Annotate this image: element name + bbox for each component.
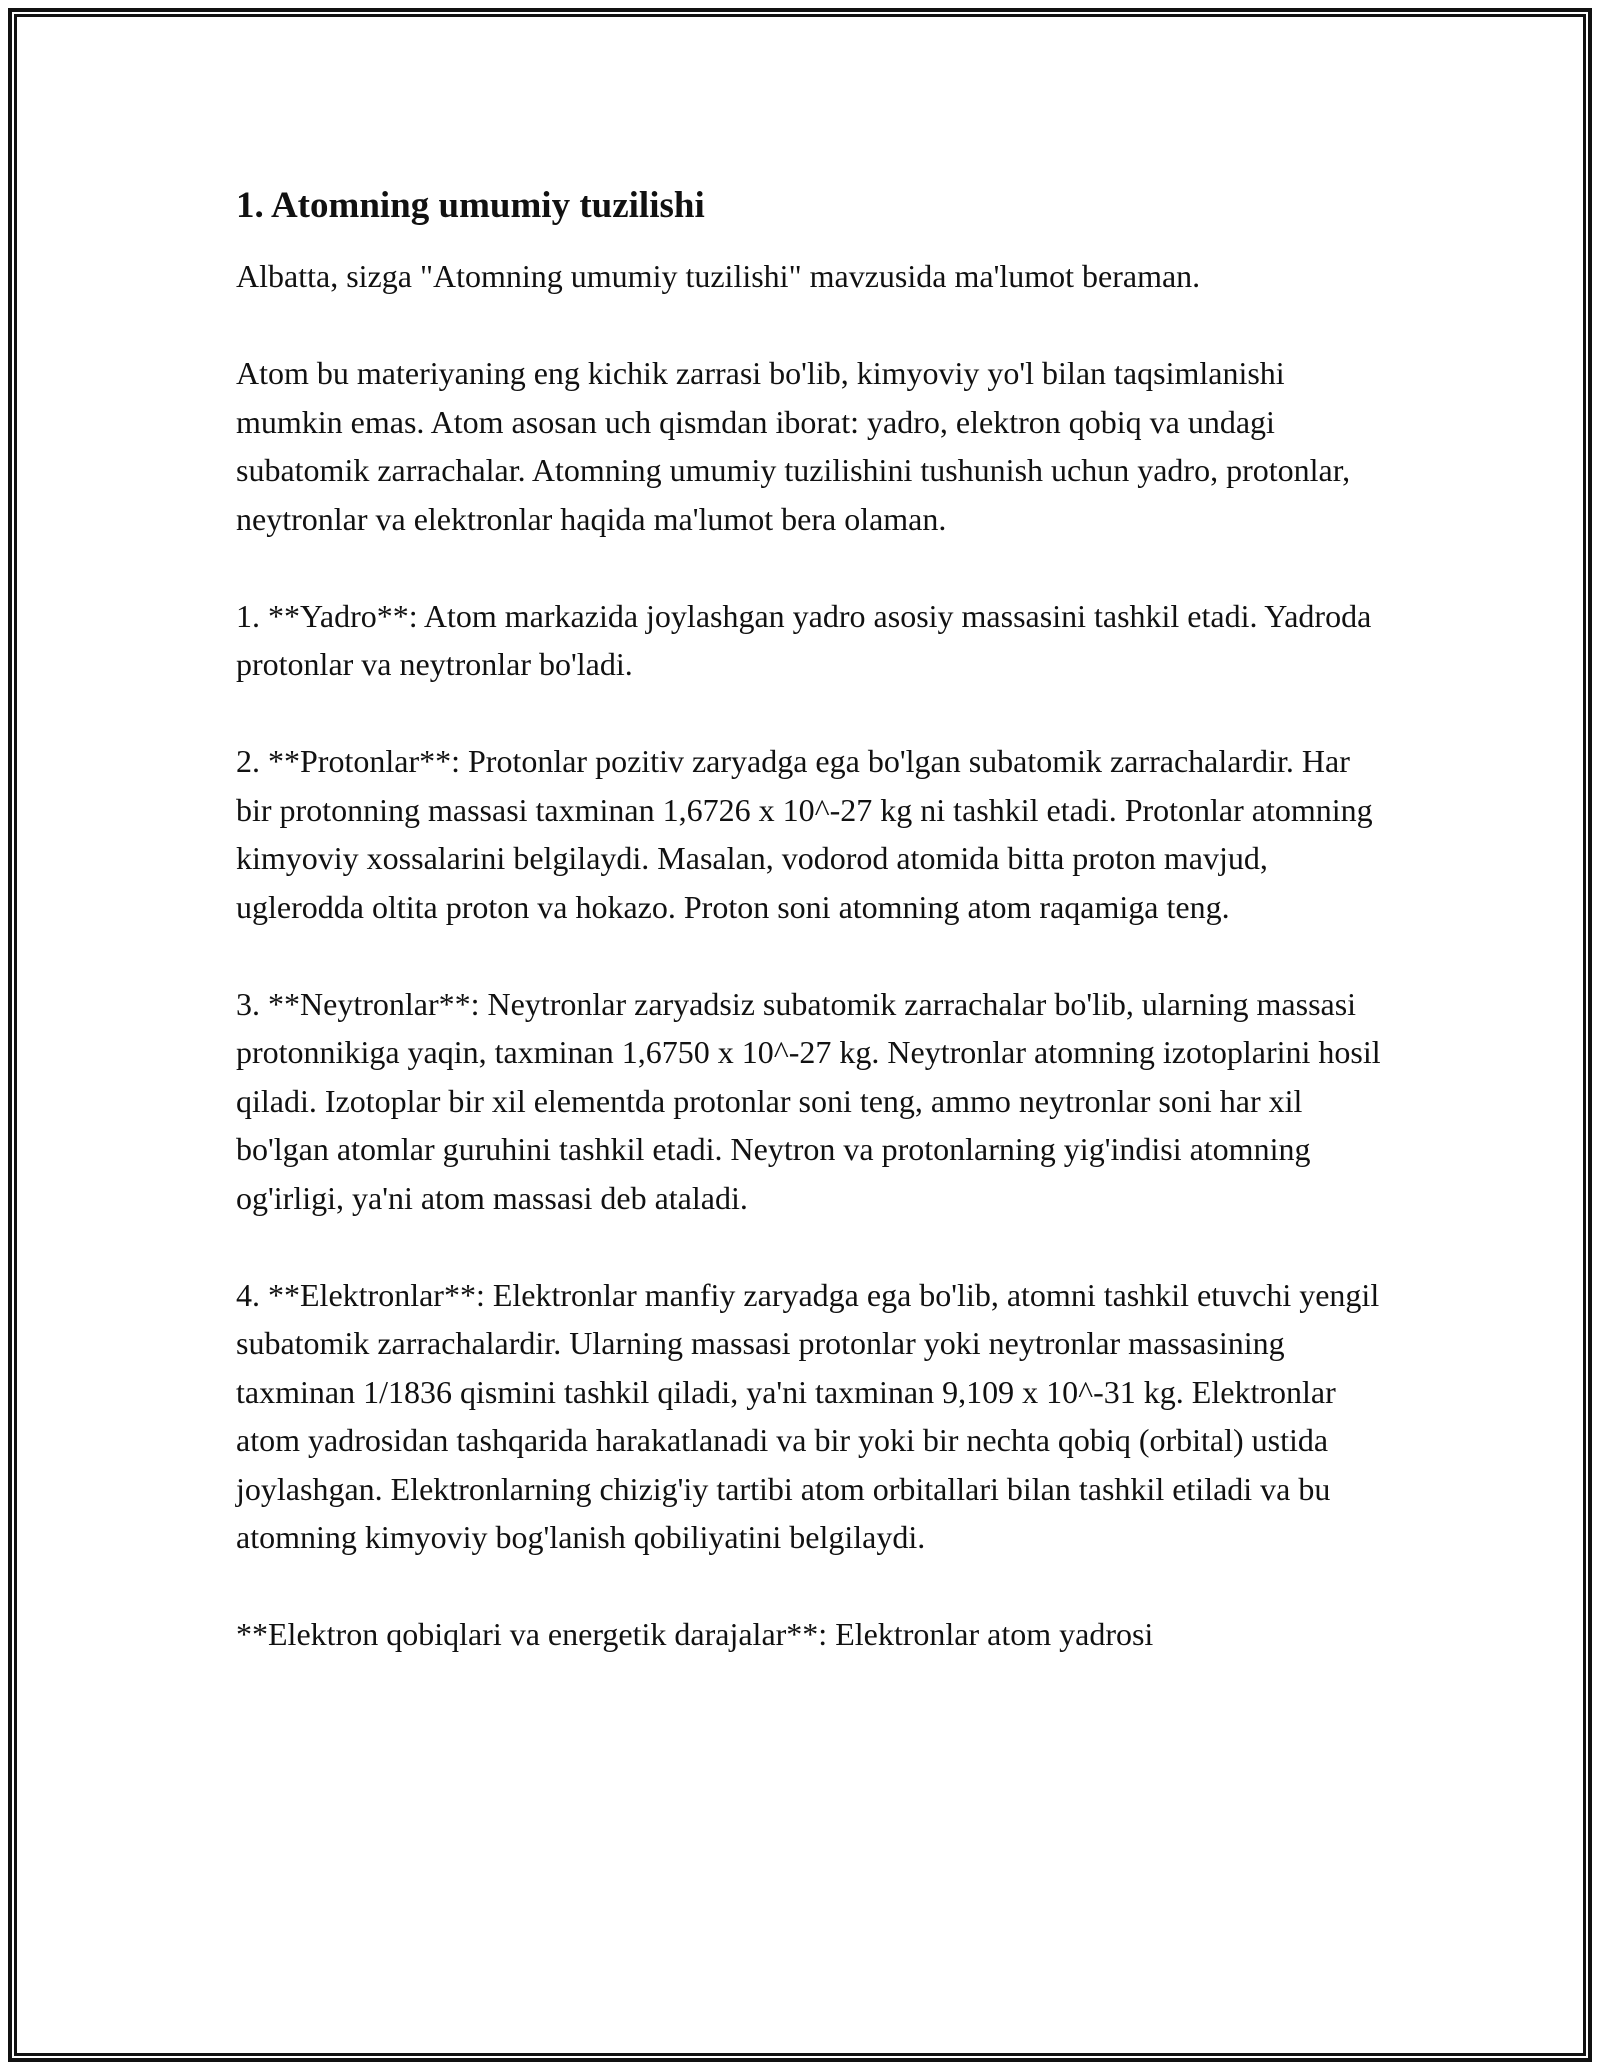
nucleus-paragraph: 1. **Yadro**: Atom markazida joylashgan yadro asosiy massasini tashkil etadi. Yadroda protonlar va neytronlar bo'ladi. xyxy=(236,597,1372,682)
intro-paragraph: Albatta, sizga "Atomning umumiy tuzilishi" mavzusida ma'lumot beraman. xyxy=(236,258,1201,294)
electrons-paragraph: 4. **Elektronlar**: Elektronlar manfiy zaryadga ega bo'lib, atomni tashkil etuvchi yengil subatomik zarrachalardir. Ularning massasi protonlar yoki neytronlar massasining taxminan 1/1836 qismini tashkil qiladi, ya'ni taxminan 9,109 x 10^-31 kg. Elektronlar atom yadrosidan tashqarida harakatlanadi va bir yoki bir nechta qobiq (orbital) ustida joylashgan. Elektronlarning chizig'iy tartibi atom orbitallari bilan tashkil etiladi va bu atomning kimyoviy bog'lanish qobiliyatini belgilaydi. xyxy=(236,1276,1380,1555)
document-title: 1. Atomning umumiy tuzilishi xyxy=(236,185,705,226)
atom-definition-paragraph: Atom bu materiyaning eng kichik zarrasi bo'lib, kimyoviy yo'l bilan taqsimlanishi mumkin emas. Atom asosan uch qismdan iborat: yadro, elektron qobiq va undagi subatomik zarrachalar. Atomning umumiy tuzilishini tushunish uchun yadro, protonlar, neytronlar va elektronlar haqida ma'lumot bera olaman. xyxy=(236,355,1351,537)
neutrons-paragraph: 3. **Neytronlar**: Neytronlar zaryadsiz subatomik zarrachalar bo'lib, ularning massasi protonnikiga yaqin, taxminan 1,6750 x 10^-27 kg. Neytronlar atomning izotoplarini hosil qiladi. Izotoplar bir xil elementda protonlar soni teng, ammo neytronlar soni har xil bo'lgan atomlar guruhini tashkil etadi. Neytron va protonlarning yig'indisi atomning og'irligi, ya'ni atom massasi deb ataladi. xyxy=(236,985,1381,1216)
electron-shells-paragraph: **Elektron qobiqlari va energetik darajalar**: Elektronlar atom yadrosi xyxy=(236,1616,1154,1652)
document-body xyxy=(236,182,1386,1659)
protons-paragraph: 2. **Protonlar**: Protonlar pozitiv zaryadga ega bo'lgan subatomik zarrachalardir. Har bir protonning massasi taxminan 1,6726 x 10^-27 kg ni tashkil etadi. Protonlar atomning kimyoviy xossalarini belgilaydi. Masalan, vodorod atomida bitta proton mavjud, uglerodda oltita proton va hokazo. Proton soni atomning atom raqamiga teng. xyxy=(236,743,1373,925)
